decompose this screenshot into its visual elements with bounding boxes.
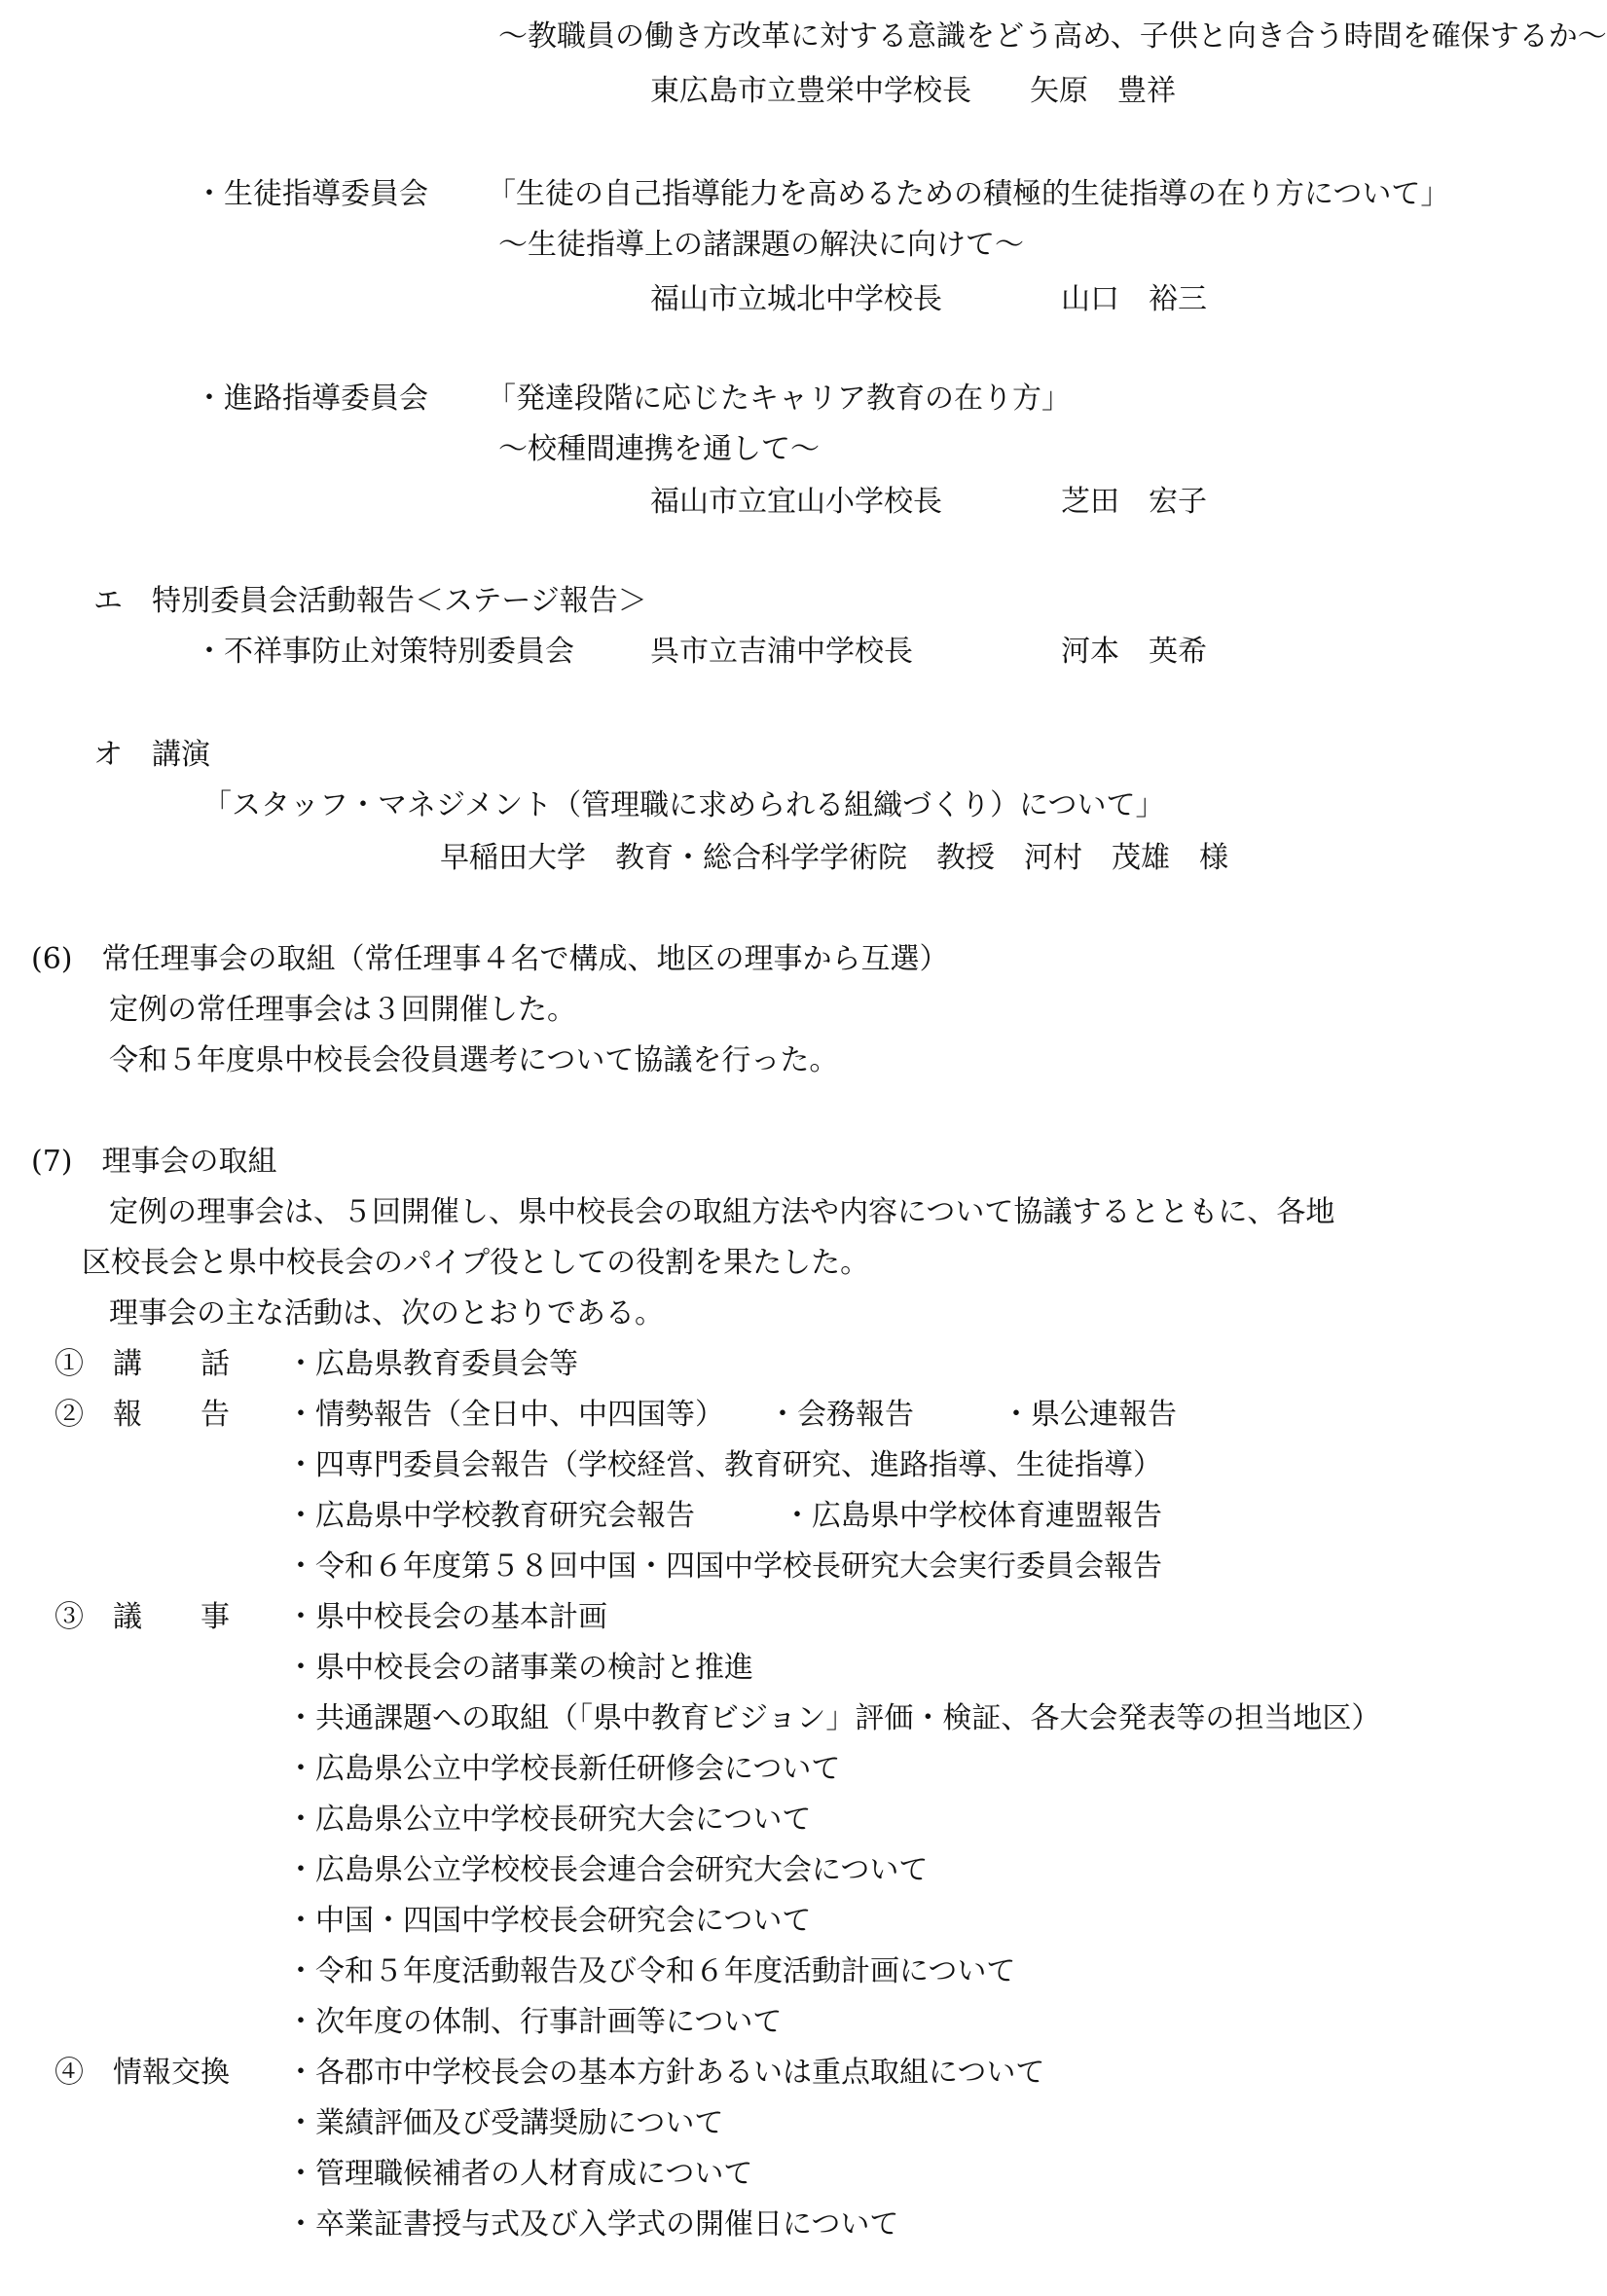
item-lecture-label: ① 講 話	[55, 1347, 230, 1381]
item-agenda-line: ・次年度の体制、行事計画等について	[286, 2005, 783, 2039]
item-agenda-line: ・共通課題への取組（「県中教育ビジョン」評価・検証、各大会発表等の担当地区）	[286, 1701, 1381, 1735]
section7-heading: (7) 理事会の取組	[31, 1145, 277, 1179]
workstyle-presenter: 東広島市立豊栄中学校長 矢原 豊祥	[650, 74, 1176, 108]
item-info-exchange-label: ④ 情報交換	[55, 2056, 230, 2090]
item-info-exchange-line: ・卒業証書授与式及び入学式の開催日について	[286, 2207, 899, 2241]
career-presenter-name: 芝田 宏子	[1061, 485, 1207, 519]
guidance-presenter-school: 福山市立城北中学校長	[650, 282, 942, 316]
item-report-label: ② 報 告	[55, 1398, 230, 1432]
section-e-heading: エ 特別委員会活動報告＜ステージ報告＞	[93, 584, 647, 618]
item-agenda-line: ・広島県公立中学校長新任研修会について	[286, 1752, 841, 1786]
section6-heading: (6) 常任理事会の取組（常任理事４名で構成、地区の理事から互選）	[31, 942, 949, 976]
item-agenda-line: ・県中校長会の諸事業の検討と推進	[286, 1651, 753, 1685]
item-agenda-label: ③ 議 事	[55, 1600, 230, 1634]
career-presenter-school: 福山市立宜山小学校長	[650, 485, 942, 519]
section-o-heading: オ 講演	[93, 738, 210, 772]
section7-para-line2: 区校長会と県中校長会のパイプ役としての役割を果たした。	[82, 1246, 870, 1280]
guidance-committee-name: ・生徒指導委員会	[195, 177, 428, 211]
item-report-line: ・令和６年度第５８回中国・四国中学校長研究大会実行委員会報告	[286, 1549, 1162, 1584]
career-title: 「発達段階に応じたキャリア教育の在り方」	[487, 382, 1071, 416]
section-e-school: 呉市立吉浦中学校長	[650, 635, 913, 669]
item-agenda-line: ・広島県公立学校校長会連合会研究大会について	[286, 1853, 929, 1887]
item-info-exchange-line: ・管理職候補者の人材育成について	[286, 2157, 753, 2191]
lecture-title: 「スタッフ・マネジメント（管理職に求められる組織づくり）について」	[202, 788, 1165, 822]
guidance-title: 「生徒の自己指導能力を高めるための積極的生徒指導の在り方について」	[487, 177, 1450, 211]
section6-line2: 令和５年度県中校長会役員選考について協議を行った。	[109, 1043, 839, 1077]
item-agenda-line: ・広島県公立中学校長研究大会について	[286, 1803, 812, 1837]
item-lecture-line: ・広島県教育委員会等	[286, 1347, 578, 1381]
career-committee-name: ・進路指導委員会	[195, 382, 428, 416]
lecture-speaker: 早稲田大学 教育・総合科学学術院 教授 河村 茂雄 様	[440, 841, 1228, 875]
guidance-presenter-name: 山口 裕三	[1061, 282, 1207, 316]
item-agenda-line: ・令和５年度活動報告及び令和６年度活動計画について	[286, 1954, 1016, 1988]
item-report-line: ・広島県中学校教育研究会報告 ・広島県中学校体育連盟報告	[286, 1499, 1162, 1533]
workstyle-subtitle: ～教職員の働き方改革に対する意識をどう高め、子供と向き合う時間を確保するか～	[498, 19, 1607, 54]
item-report-line: ・四専門委員会報告（学校経営、教育研究、進路指導、生徒指導）	[286, 1448, 1162, 1482]
guidance-subtitle: ～生徒指導上の諸課題の解決に向けて～	[498, 228, 1024, 262]
item-agenda-line: ・県中校長会の基本計画	[286, 1600, 607, 1634]
section-e-name: 河本 英希	[1061, 635, 1207, 669]
section-e-item: ・不祥事防止対策特別委員会	[195, 635, 574, 669]
section7-para2: 理事会の主な活動は、次のとおりである。	[109, 1296, 664, 1330]
career-subtitle: ～校種間連携を通して～	[498, 432, 820, 466]
item-info-exchange-line: ・業績評価及び受講奨励について	[286, 2106, 724, 2140]
section6-line1: 定例の常任理事会は３回開催した。	[109, 993, 576, 1027]
item-info-exchange-line: ・各郡市中学校長会の基本方針あるいは重点取組について	[286, 2056, 1045, 2090]
item-report-line: ・情勢報告（全日中、中四国等） ・会務報告 ・県公連報告	[286, 1398, 1177, 1432]
item-agenda-line: ・中国・四国中学校長会研究会について	[286, 1904, 812, 1938]
section7-para-line1: 定例の理事会は、５回開催し、県中校長会の取組方法や内容について協議するとともに、各地	[109, 1195, 1335, 1229]
